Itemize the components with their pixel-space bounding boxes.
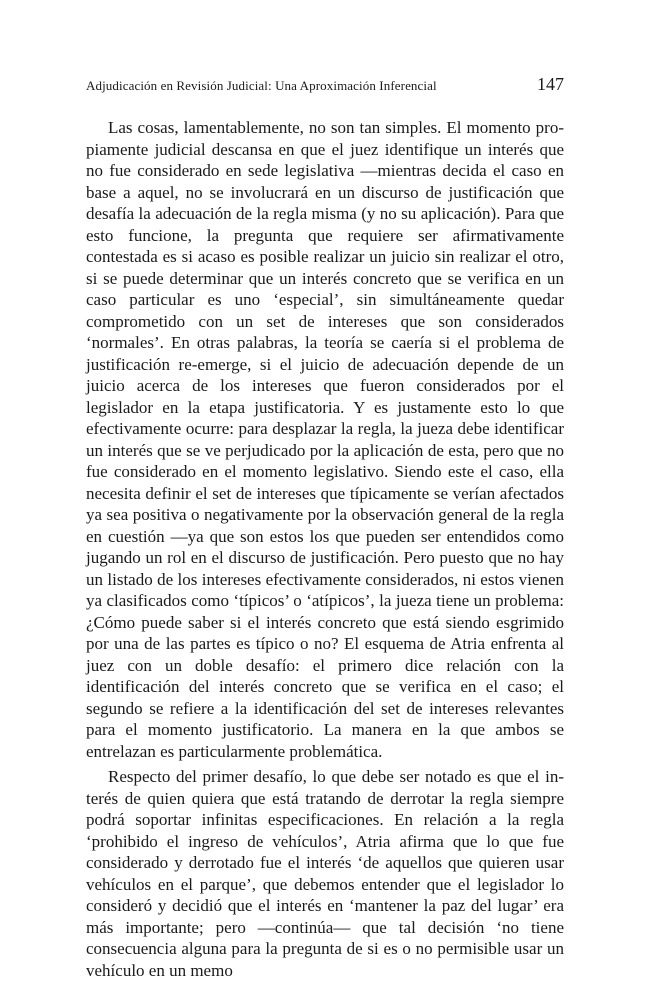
paragraph: Respecto del primer desafío, lo que debe ser notado es que el interés de quien quiera que está tratando de derrotar la regla siempre podrá soportar infinitas especificaciones. En relación a la regla ‘prohibido el ingreso de vehículos’, Atria afirma que lo que fue considerado y derrotado fue el interés ‘de aquellos que quieren usar vehículos en el parque’, que debemos entender que el legislador lo consideró y decidió que el interés en ‘mantener la paz del lugar’ era más importante; pero —continúa— que tal decisión ‘no tiene consecuencia alguna para la pregunta de si es o no permisible usar un vehículo en un memo xyxy=(86,767,564,980)
paragraph: Las cosas, lamentablemente, no son tan simples. El momento propiamente judicial descansa en que el juez identifique un interés que no fue considerado en sede legislativa —mientras decida el caso en base a aquel, no se involucrará en un discurso de justificación que desafía la adecuación de la regla misma (y no su aplicación). Para que esto funcione, la pregunta que requiere ser afirmativamente contestada es si acaso es posible realizar un juicio sin realizar el otro, si se puede determinar que un interés concreto que se verifica en un caso particular es uno ‘especial’, sin simultáneamente quedar comprometido con un set de intereses que son considerados ‘normales’. En otras palabras, la teoría se caería si el problema de justificación re-emerge, si el juicio de adecuación depende de un juicio acerca de los intereses que fueron considerados por el legislador en la etapa justificatoria. Y es justamente esto lo que efectivamente ocurre: para desplazar la regla, la jueza debe identificar un interés que se ve perjudicado por la aplicación de esta, pero que no fue considerado en el momento legislativo. Siendo este el caso, ella necesita definir el set de intereses que típicamente se verían afectados ya sea positiva o negativamente por la observación general de la regla en cuestión —ya que son estos los que pueden ser entendidos como jugando un rol en el discurso de justificación. Pero puesto que no hay un listado de los intereses efectivamente considerados, ni estos vienen ya clasificados como ‘típicos’ o ‘atípicos’, la jueza tiene un problema: ¿Cómo puede saber si el interés concreto que está siendo esgrimido por una de las partes es típico o no? El esquema de Atria enfrenta al juez con un doble desafío: el primero dice relación con la identificación del interés concreto que se verifica en el caso; el segundo se refiere a la identificación del set de intereses relevantes para el momento justificatorio. La manera en la que ambos se entrelazan es particularmente problemática. xyxy=(86,118,564,761)
page-number: 147 xyxy=(537,74,564,94)
running-title: Adjudicación en Revisión Judicial: Una Aproximación Inferencial xyxy=(86,78,437,93)
body-text xyxy=(86,117,564,981)
running-header xyxy=(86,74,564,98)
